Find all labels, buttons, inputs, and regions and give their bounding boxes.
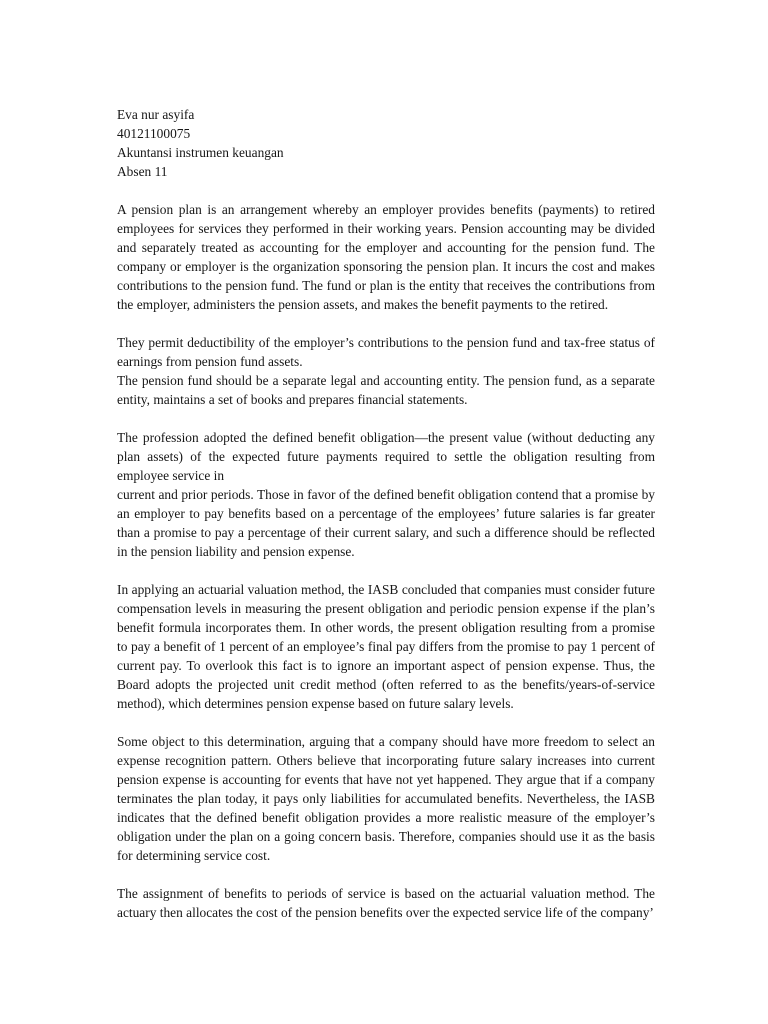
course-name: Akuntansi instrumen keuangan <box>117 145 284 160</box>
paragraph-assignment-of-benefits: The assignment of benefits to periods of service is based on the actuarial valuation method. The actuary then allocates the cost of the pension benefits over the expected service life of the company’ <box>117 886 655 920</box>
document-page <box>117 105 655 941</box>
paragraph-actuarial-valuation: In applying an actuarial valuation method, the IASB concluded that companies must consider future compensation levels in measuring the present obligation and periodic pension expense if the plan’s benefit formula incorporates them. In other words, the present obligation resulting from a promise to pay a benefit of 1 percent of an employee’s final pay differs from the promise to pay 1 percent of current pay. To overlook this fact is to ignore an important aspect of pension expense. Thus, the Board adopts the projected unit credit method (often referred to as the benefits/years-of-service method), which determines pension expense based on future salary levels. <box>117 582 655 711</box>
paragraph-defined-benefit-obligation: The profession adopted the defined benefit obligation—the present value (without deducting any plan assets) of the expected future payments required to settle the obligation resulting from employee service in <box>117 430 655 483</box>
student-id: 40121100075 <box>117 126 191 141</box>
paragraph-pension-plan-definition: A pension plan is an arrangement whereby an employer provides benefits (payments) to retired employees for services they performed in their working years. Pension accounting may be divided and separately treated as accounting for the employer and accounting for the pension fund. The company or employer is the organization sponsoring the pension plan. It incurs the cost and makes contributions to the pension fund. The fund or plan is the entity that receives the contributions from the employer, administers the pension assets, and makes the benefit payments to the retired. <box>117 202 655 312</box>
attendance-number: Absen 11 <box>117 164 168 179</box>
paragraph-separate-entity: The pension fund should be a separate legal and accounting entity. The pension fund, as a separate entity, maintains a set of books and prepares financial statements. <box>117 373 655 407</box>
paragraph-deductibility: They permit deductibility of the employer’s contributions to the pension fund and tax-free status of earnings from pension fund assets. <box>117 335 655 369</box>
paragraph-dbo-continued: current and prior periods. Those in favor of the defined benefit obligation contend that a promise by an employer to pay benefits based on a percentage of the employees’ future salaries is far greater than a promise to pay a percentage of their current salary, and such a difference should be reflected in the pension liability and pension expense. <box>117 487 655 559</box>
student-header <box>117 105 655 181</box>
student-name: Eva nur asyifa <box>117 107 195 122</box>
paragraph-objections: Some object to this determination, arguing that a company should have more freedom to select an expense recognition pattern. Others believe that incorporating future salary increases into current pension expense is accounting for events that have not yet happened. They argue that if a company terminates the plan today, it pays only liabilities for accumulated benefits. Nevertheless, the IASB indicates that the defined benefit obligation provides a more realistic measure of the employer’s obligation under the plan on a going concern basis. Therefore, companies should use it as the basis for determining service cost. <box>117 734 655 863</box>
